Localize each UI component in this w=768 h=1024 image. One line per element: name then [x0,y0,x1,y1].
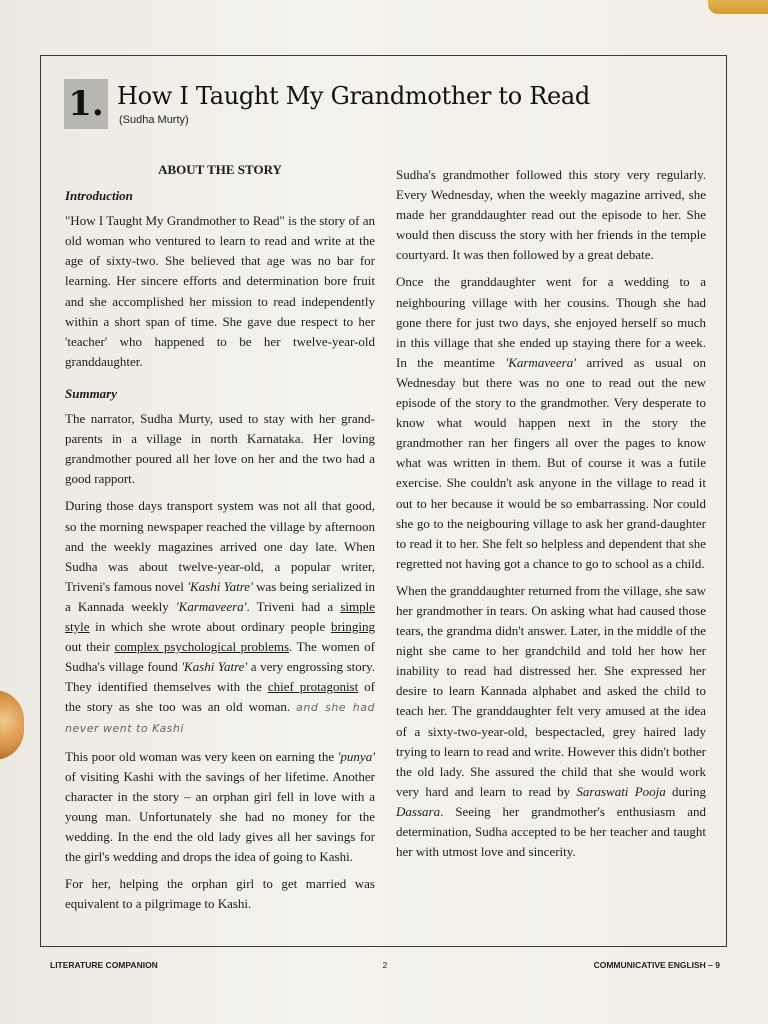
left-column [65,160,375,921]
thumb [0,690,24,760]
chapter-title: How I Taught My Grandmother to Read [117,82,590,110]
right-column [396,165,706,869]
underlined-text: bringing [330,618,375,634]
summary-paragraph-1: The narrator, Sudha Murty, used to stay with her grand-parents in a village in north Karnataka. Her loving grandmother poured all her love on her and the two had a good rapport. [65,411,375,487]
right-paragraph-3: When the granddaughter returned from the village, she saw her grandmother in tears. On asking what had caused those tears, the grandma didn't answer. Later, in the middle of the night she came to her grandchild and told her how her inability to read had distressed her. She expressed her desire to learn Kannada alphabet and asked the child to teach her. The granddaughter felt very amused at the idea of a sixty-two-year-old, bespectacled, grey haired lady trying to learn to read and write. However this didn't bother the old lady. She assured the child that she would work very hard and learn to read by Saraswati Pooja during Dassara. Seeing her grandmother's enthusiasm and determination, Sudha accepted to be her teacher and taught her with utmost love and sincerity. [396,582,706,860]
handwritten-note: and she had never went to Kashi [65,701,375,736]
introduction-heading: Introduction [65,188,133,204]
chapter-author: (Sudha Murty) [119,114,189,126]
summary-paragraph-3: This poor old woman was very keen on earning the 'punya' of visiting Kashi with the savings of her lifetime. Another character in the story – an orphan girl fell in love with a young man. Unfortunately she had no money for the wedding. In the end the old lady gives all her savings for the girl's wedding and drops the idea of going to Kashi. [65,748,375,864]
chapter-number: 1. [64,79,108,129]
introduction-paragraph: "How I Taught My Grandmother to Read" is the story of an old woman who ventured to learn to read and write at the age of sixty-two. She believed that age was no bar for learning. Her sincere efforts and determination bore fruit and she accomplished her mission to read independently within a short span of time. She gave due respect to her 'teacher' who happened to be her twelve-year-old granddaughter. [65,213,375,369]
section-heading: ABOUT THE STORY [158,162,282,177]
footer-book-title: LITERATURE COMPANION [50,960,158,970]
right-paragraph-1: Sudha's grandmother followed this story very regularly. Every Wednesday, when the weekly magazine arrived, she made her granddaughter read out the episode to her. She would then discuss the story with her friends in the temple courtyard. It was then followed by a great debate. [396,167,706,263]
underlined-text: simple style [65,598,375,634]
summary-heading: Summary [65,385,118,401]
right-paragraph-2: Once the granddaughter went for a wedding to a neighbouring village with her cousins. Though she had gone there for just two days, she enjoyed herself so much in this village that she ended up staying there for a week. In the meantime 'Karmaveera' arrived as usual on Wednesday but there was no one to read out the new episode of the story to the grandmother. Very desperate to know what would happen next in the story the grandmother ran her fingers all over the pages to know what was written in them. But of course it was a futile exercise. She couldn't ask anyone in the village to read it out to her because it would be so embarrassing. Nor could she go to the neigbouring village to ask her grand-daughter to read it to her. She felt so helpless and dependent that she regretted not having got a chance to go to school as a child. [396,274,706,571]
page-edge-tab [708,0,768,14]
summary-paragraph-4: For her, helping the orphan girl to get married was equivalent to a pilgrimage to Kashi. [65,876,375,912]
page-footer [50,960,720,976]
footer-series-title: COMMUNICATIVE ENGLISH – 9 [593,960,720,970]
underlined-text: complex psychological problems [114,639,290,655]
underlined-text: chief protagonist [267,679,359,695]
page-number: 2 [382,960,388,970]
summary-paragraph-2: During those days transport system was not all that good, so the morning newspaper reached the village by afternoon and the weekly magazines arrived one day late. When Sudha was about twelve-year-old, a popular writer, Triveni's famous novel 'Kashi Yatre' was being serialized in a Kannada weekly 'Karmaveera'. Triveni had a simple style in which she wrote about ordinary people bringing out their complex psychological problems. The women of Sudha's village found 'Kashi Yatre' a very engrossing story. They identified themselves with the chief protagonist of the story as she too was an old woman. and she had never went to Kashi [65,498,376,736]
